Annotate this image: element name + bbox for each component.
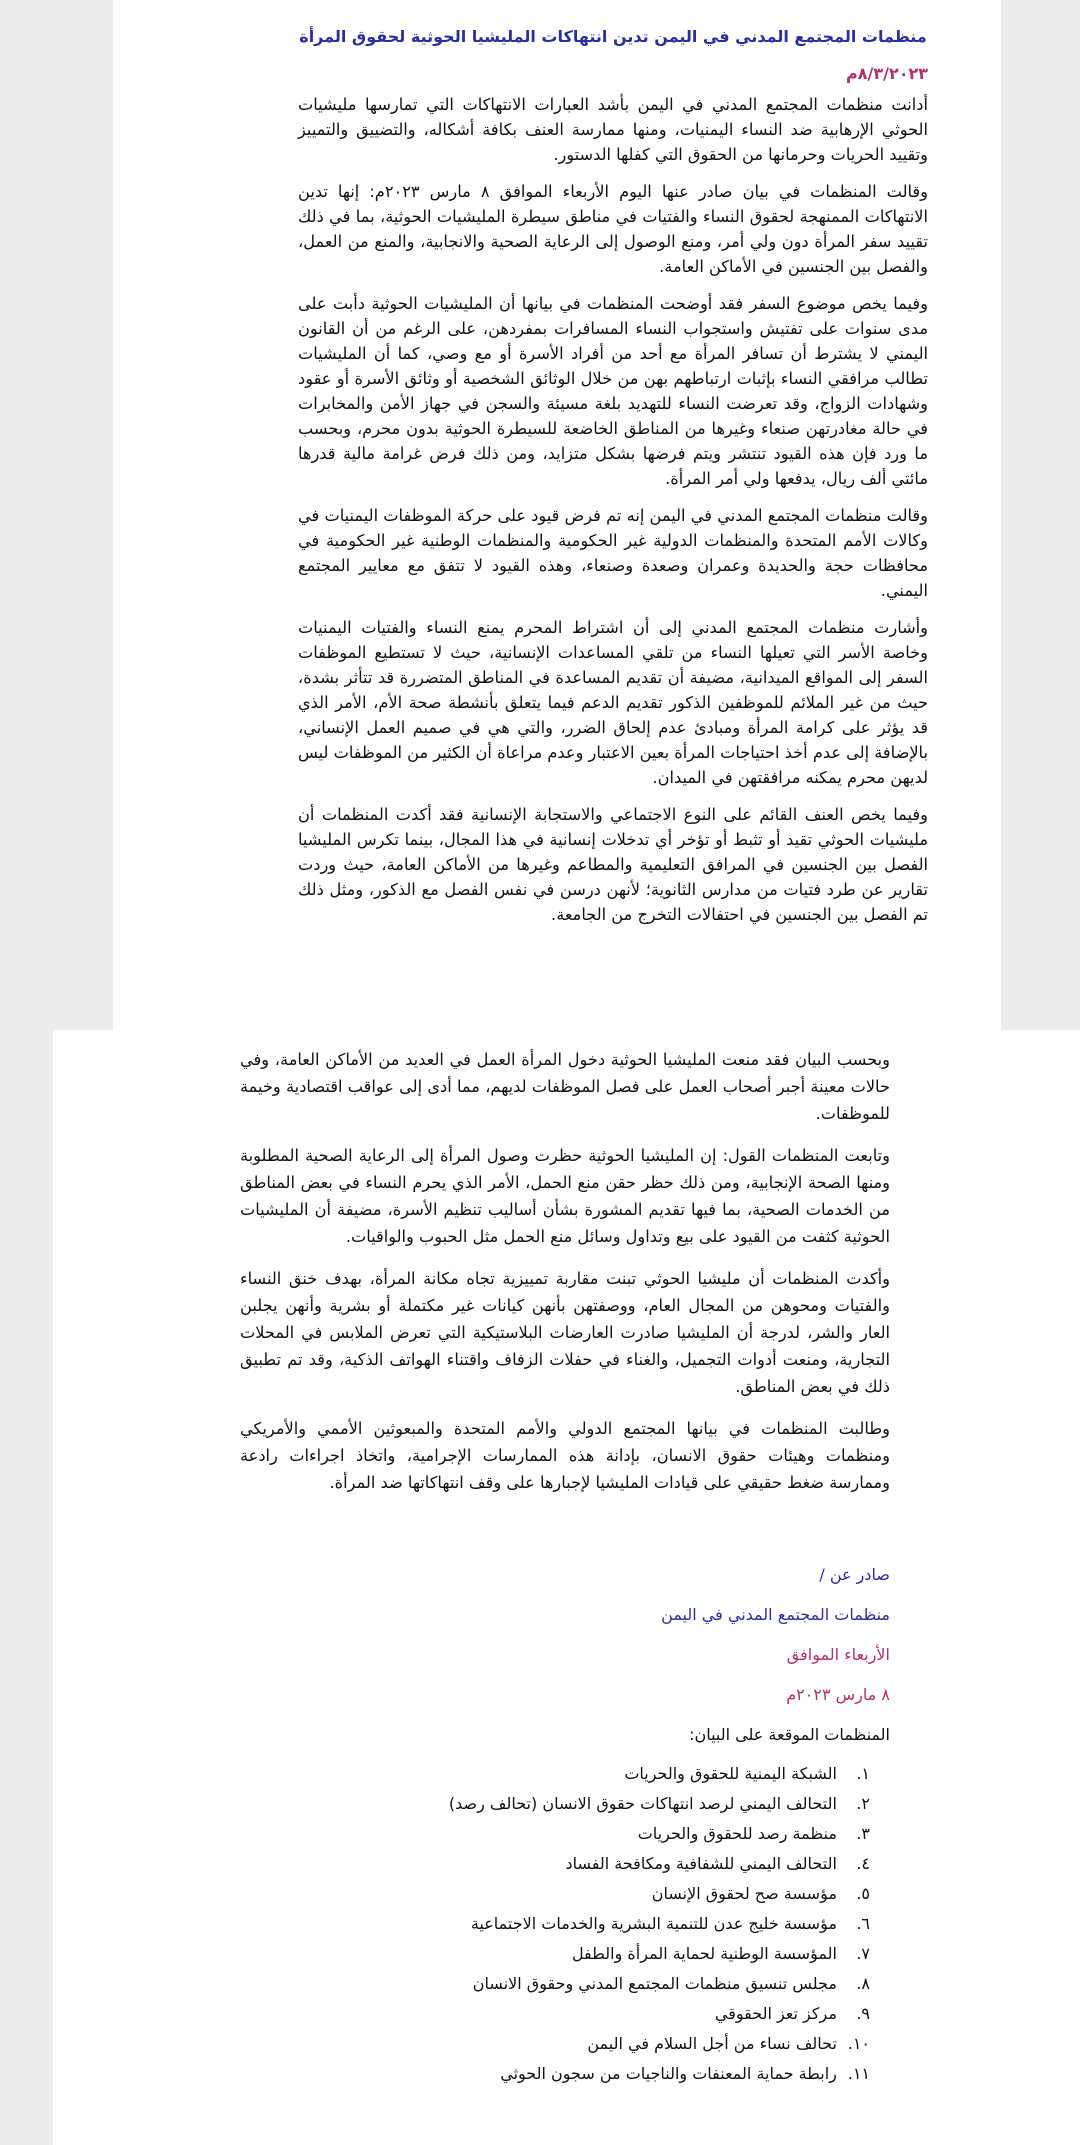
paragraph: وأشارت منظمات المجتمع المدني إلى أن اشتراط المحرم يمنع النساء والفتيات اليمنيات وخاصة الأسر التي تعيلها النساء من تلقي المساعدات الإنسانية، حيث لا تستطيع الموظفات السفر إلى المواقع الميدانية، مضيفة أن تقديم المساعدة في المناطق المتضررة قد تتأثر بشدة، حيث من غير الملائم للموظفين الذكور تقديم الدعم فيما يتعلق بأنشطة صحة الأم، الأمر الذي قد يؤثر على كرامة المرأة ومبادئ عدم إلحاق الضرر، والتي هي في صميم العمل الإنساني، بالإضافة إلى عدم أخذ احتياجات المرأة بعين الاعتبار وعدم مراعاة أن الكثير من الموظفات ليس لديهن محرم يمكنه مرافقتهن في الميدان. [298,618,928,787]
organization-name: تحالف نساء من أجل السلام في اليمن [587,2034,837,2053]
paragraph: وطالبت المنظمات في بيانها المجتمع الدولي والأمم المتحدة والمبعوثين الأممي والأمريكي ومنظمات وهيئات حقوق الانسان، بإدانة هذه الممارسات الإجرامية، واتخاذ اجراءات رادعة وممارسة ضغط حقيقي على قيادات المليشيا لإجبارها على وقف انتهاكاتها ضد المرأة. [240,1419,890,1492]
list-number: ٥. [856,1884,870,1903]
list-number: ١. [856,1764,870,1783]
list-item [240,1849,870,1879]
organization-name: مركز تعز الحقوقي [714,2004,837,2023]
list-item [240,1969,870,1999]
list-item [240,1879,870,1909]
signature-org: منظمات المجتمع المدني في اليمن [661,1605,890,1624]
page-1-text [298,24,928,939]
spacer [240,1511,890,1555]
list-number: ٤. [856,1854,870,1873]
organization-name: التحالف اليمني لرصد انتهاكات حقوق الانسان (تحالف رصد) [448,1794,837,1813]
list-number: ١٠. [847,2034,870,2053]
list-item [240,2029,870,2059]
list-number: ٧. [856,1944,870,1963]
organization-name: مؤسسة صح لحقوق الإنسان [651,1884,837,1903]
paragraph: وبحسب البيان فقد منعت المليشيا الحوثية دخول المرأة العمل في العديد من الأماكن العامة، وفي حالات معينة أجبر أصحاب العمل على فصل الموظفات لديهم، مما أدى إلى عواقب اقتصادية وخيمة للموظفات. [240,1050,890,1123]
list-item [240,1759,870,1789]
paragraph: وفيما يخص العنف القائم على النوع الاجتماعي والاستجابة الإنسانية فقد أكدت المنظمات أن مليشيات الحوثي تقيد أو تثبط أو تؤخر أي تدخلات إنسانية في هذا المجال، بينما تكرس المليشيا الفصل بين الجنسين في المرافق التعليمية والمطاعم وغيرها من الأماكن العامة، حيث وردت تقارير عن طرد فتيات من مدارس الثانوية؛ لأنهن درسن في نفس الفصل مع الذكور، ومثل ذلك تم الفصل بين الجنسين في احتفالات التخرج من الجامعة. [298,805,928,924]
organization-name: التحالف اليمني للشفافية ومكافحة الفساد [565,1854,837,1873]
list-number: ٨. [856,1974,870,1993]
list-number: ٩. [856,2004,870,2023]
paragraph: وفيما يخص موضوع السفر فقد أوضحت المنظمات في بيانها أن المليشيات الحوثية دأبت على مدى سنوات على تفتيش واستجواب النساء المسافرات بمفردهن، على الرغم من أن القانون اليمني لا يشترط أن تسافر المرأة مع أحد من أفراد الأسرة أو مع وصي، كما أن المليشيات تطالب مرافقي النساء بإثبات ارتباطهم بهن من خلال الوثائق الشخصية أو وثائق الأسرة أو عقود وشهادات الزواج، وقد تعرضت النساء للتهديد بلغة مسيئة والسجن في جهاز الأمن والمخابرات في حالة مغادرتهن صنعاء وغيرها من المناطق الخاضعة للسيطرة الحوثية بدون محرم، وبحسب ما ورد فإن هذه القيود تنتشر ويتم فرضها بشكل متزايد، ومن ذلك فرض غرامة مالية قدرها مائتي ألف ريال، يدفعها ولي أمر المرأة. [298,294,928,488]
organization-name: منظمة رصد للحقوق والحريات [637,1824,837,1843]
page-2-text [240,1046,890,2089]
list-number: ٣. [856,1824,870,1843]
paragraph: وتابعت المنظمات القول: إن المليشيا الحوثية حظرت وصول المرأة إلى الرعاية الصحية المطلوبة ومنها الصحة الإنجابية، ومن ذلك حظر حقن منع الحمل، الأمر الذي يحرم النساء في بعض المناطق من الخدمات الصحية، بما فيها تقديم المشورة بشأن أساليب تنظيم الأسرة، مضيفة أن المليشيات الحوثية كثفت من القيود على بيع وتداول وسائل منع الحمل مثل الحبوب والواقيات. [240,1146,890,1246]
signature-day: الأربعاء الموافق [786,1645,890,1664]
document-title: منظمات المجتمع المدني في اليمن تدين انتهاكات المليشيا الحوثية لحقوق المرأة [299,27,927,46]
list-number: ٦. [856,1914,870,1933]
organization-name: المؤسسة الوطنية لحماية المرأة والطفل [571,1944,837,1963]
signature-issued-by: صادر عن / [819,1565,890,1584]
organization-name: مؤسسة خليج عدن للتنمية البشرية والخدمات الاجتماعية [470,1914,837,1933]
paragraph: أدانت منظمات المجتمع المدني في اليمن بأشد العبارات الانتهاكات التي تمارسها مليشيات الحوثي الإرهابية ضد النساء اليمنيات، ومنها ممارسة العنف بكافة أشكاله، والتضييق والتمييز وتقييد الحريات وحرمانها من الحقوق التي كفلها الدستور. [298,95,928,164]
list-item [240,1789,870,1819]
list-item [240,2059,870,2089]
paragraph: وأكدت المنظمات أن مليشيا الحوثي تبنت مقاربة تمييزية تجاه مكانة المرأة، بهدف خنق النساء والفتيات ومحوهن من المجال العام، ووصفتهن بأنهن كيانات غير مكتملة أو بشرية وأنهن يجلبن العار والشر، لدرجة أن المليشيا صادرت العارضات البلاستيكية التي تعرض الملابس في المحلات التجارية، ومنعت أدوات التجميل، والغناء في حفلات الزفاف واقتناء الهواتف الذكية، وقد تم تطبيق ذلك في بعض المناطق. [240,1269,890,1396]
list-item [240,1819,870,1849]
signatories-heading: المنظمات الموقعة على البيان: [689,1725,890,1744]
organization-name: مجلس تنسيق منظمات المجتمع المدني وحقوق الانسان [472,1974,837,1993]
paragraph: وقالت المنظمات في بيان صادر عنها اليوم الأربعاء الموافق ٨ مارس ٢٠٢٣م: إنها تدين الانتهاكات الممنهجة لحقوق النساء والفتيات في مناطق سيطرة المليشيات الحوثية، بما في ذلك تقييد سفر المرأة دون ولي أمر، ومنع الوصول إلى الرعاية الصحية والانجابية، والمنع من العمل، والفصل بين الجنسين في الأماكن العامة. [298,182,928,276]
paragraph: وقالت منظمات المجتمع المدني في اليمن إنه تم فرض قيود على حركة الموظفات اليمنيات في وكالات الأمم المتحدة والمنظمات الدولية غير الحكومية والمنظمات الوطنية غير الحكومية في محافظات حجة والحديدة وعمران وصعدة وصنعاء، وهذه القيود لا تتفق مع معايير المجتمع اليمني. [298,506,928,600]
list-number: ٢. [856,1794,870,1813]
list-item [240,1939,870,1969]
signature-date: ٨ مارس ٢٠٢٣م [786,1685,890,1704]
organization-name: الشبكة اليمنية للحقوق والحريات [624,1764,837,1783]
organization-name: رابطة حماية المعنفات والناجيات من سجون الحوثي [500,2064,837,2083]
list-item [240,1909,870,1939]
organizations-list [240,1759,890,2089]
list-number: ١١. [847,2064,870,2083]
document-date: ٨/٣/٢٠٢٣م [845,64,928,83]
list-item [240,1999,870,2029]
